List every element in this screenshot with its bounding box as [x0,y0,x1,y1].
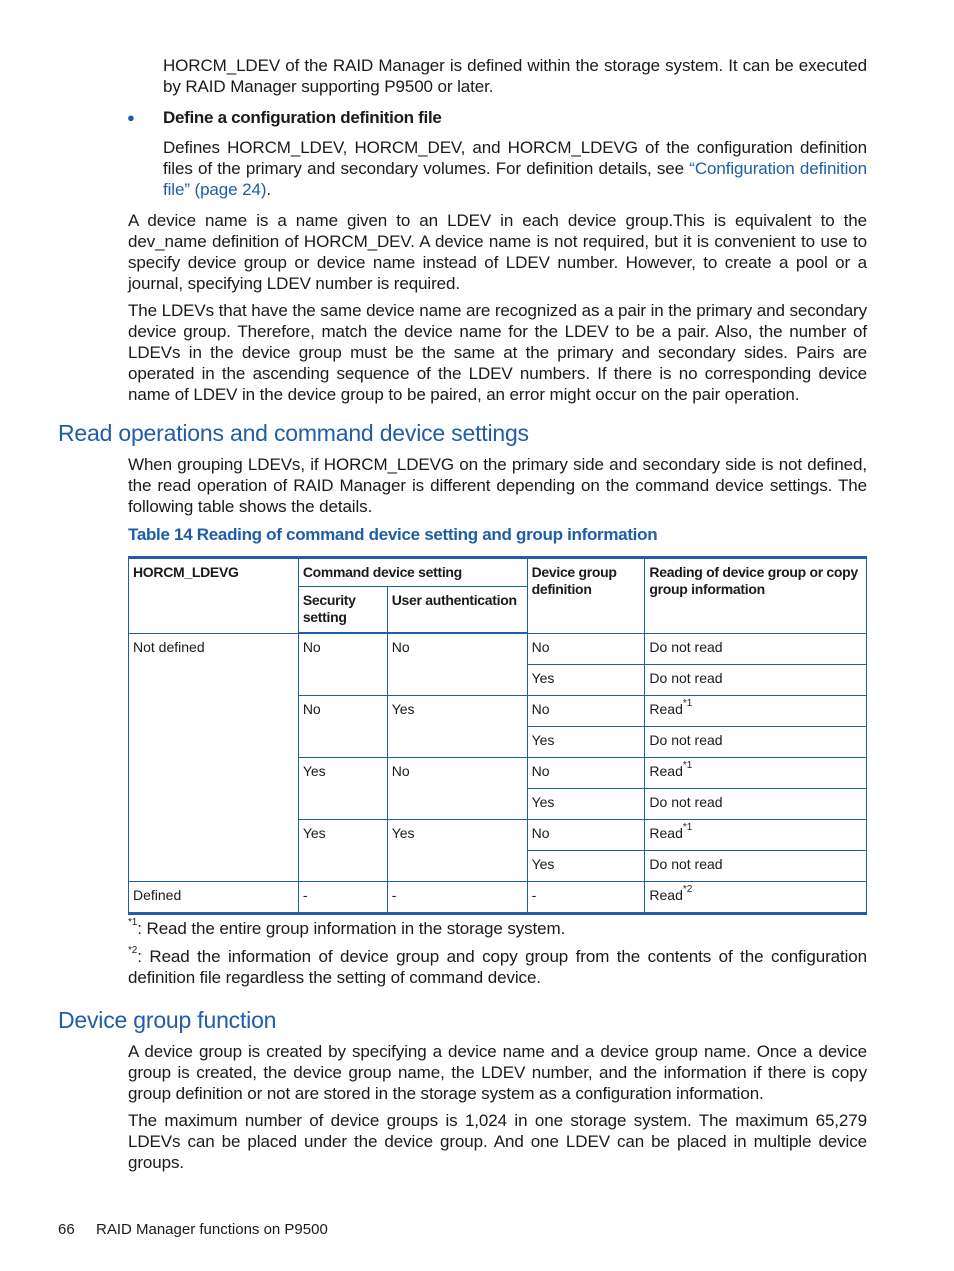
intro-paragraph-2 [163,137,867,200]
table-row [129,633,867,664]
header-user-authentication: User authentication [387,587,527,634]
cell-reading [645,695,867,726]
cell-user-auth: No [387,633,527,695]
footnote-text: : Read the information of device group and copy group from the contents of the configuration definition file regardless the setting of command device. [128,947,867,987]
table-row [129,881,867,913]
cell-user-auth: - [387,881,527,913]
section-heading-read-operations: Read operations and command device settings [58,420,529,446]
header-device-group-definition: Device group definition [527,558,645,634]
header-horcm-ldevg: HORCM_LDEVG [129,558,299,634]
bullet-title: Define a configuration definition file [163,108,442,127]
config-definition-link[interactable]: “Configuration definition file” (page 24) [163,159,867,199]
cell-user-auth: Yes [387,819,527,881]
cell-reading [645,881,867,913]
cell-definition: No [527,757,645,788]
page-number: 66 [58,1221,75,1238]
cell-reading-text: Read [649,886,683,903]
cell-ldevg-defined: Defined [129,881,299,913]
bullet-icon: ● [127,110,135,125]
section-heading-device-group: Device group function [58,1007,277,1033]
intro-paragraph-2-end: . [266,180,272,199]
intro-paragraph-3: A device name is a name given to an LDEV in each device group.This is equivalent to the dev_name definition of HORCM_DEV. A device name is not required, but it is convenient to use to specify device group or device name instead of LDEV number. However, to create a pool or a journal, specifying LDEV number is required. [128,211,867,293]
cell-definition: Yes [527,664,645,695]
cell-reading-text: Do not read [649,793,723,810]
cell-reading [645,664,867,695]
cell-reading [645,788,867,819]
footnote-ref: *2 [682,883,693,895]
footnote-ref: *1 [682,759,693,771]
command-device-table [128,556,867,915]
cell-reading-text: Read [649,700,683,717]
cell-reading-text: Read [649,762,683,779]
cell-security: Yes [298,757,387,819]
cell-user-auth: Yes [387,695,527,757]
header-reading-information: Reading of device group or copy group information [645,558,867,634]
cell-security: No [298,695,387,757]
section1-paragraph: When grouping LDEVs, if HORCM_LDEVG on the primary side and secondary side is not defined, the read operation of RAID Manager is different depending on the command device settings. The following table shows the details. [128,455,867,516]
footnote-ref: *1 [682,697,693,709]
cell-reading [645,726,867,757]
section2-paragraph-2: The maximum number of device groups is 1,024 in one storage system. The maximum 65,279 LDEVs can be placed under the device group. And one LDEV can be placed in multiple device groups. [128,1111,867,1172]
cell-reading [645,819,867,850]
cell-security: Yes [298,819,387,881]
footnote-2 [128,946,867,988]
cell-definition: No [527,819,645,850]
cell-ldevg-not-defined: Not defined [129,633,299,881]
footer-title: RAID Manager functions on P9500 [96,1221,328,1238]
cell-reading [645,757,867,788]
cell-definition: No [527,695,645,726]
cell-definition: Yes [527,726,645,757]
table-caption: Table 14 Reading of command device setting and group information [128,525,658,544]
cell-security: - [298,881,387,913]
intro-paragraph-4: The LDEVs that have the same device name are recognized as a pair in the primary and secondary device group. Therefore, match the device name for the LDEV to be a pair. Also, the number of LDEVs in the device group must be the same at the primary and secondary sides. Pairs are operated in the ascending sequence of the LDEV numbers. If there is no corresponding device name of LDEV in the device group to be paired, an error might occur on the pair operation. [128,301,868,404]
cell-definition: Yes [527,788,645,819]
intro-paragraph-2-text: Defines HORCM_LDEV, HORCM_DEV, and HORCM_LDEVG of the configuration definition files of the primary and secondary volumes. For definition details, see [163,138,867,178]
header-command-device-setting: Command device setting [298,558,527,587]
cell-definition: - [527,881,645,913]
cell-reading [645,633,867,664]
footnote-mark: *1 [128,917,138,929]
section2-paragraph-1: A device group is created by specifying a device name and a device group name. Once a device group is created, the device group name, the LDEV number, and the information if there is copy group definition or not are stored in the storage system as a configuration information. [128,1042,867,1103]
cell-reading-text: Do not read [649,638,723,655]
cell-definition: Yes [527,850,645,881]
intro-paragraph-1: HORCM_LDEV of the RAID Manager is defined within the storage system. It can be executed by RAID Manager supporting P9500 or later. [163,56,867,96]
footnote-ref: *1 [682,821,693,833]
cell-reading-text: Do not read [649,855,723,872]
cell-reading [645,850,867,881]
cell-definition: No [527,633,645,664]
cell-reading-text: Do not read [649,669,723,686]
cell-reading-text: Read [649,824,683,841]
header-security-setting: Security setting [298,587,387,634]
cell-reading-text: Do not read [649,731,723,748]
footnote-mark: *2 [128,945,138,957]
footnote-text: : Read the entire group information in the storage system. [137,919,566,938]
cell-user-auth: No [387,757,527,819]
footnote-1 [128,918,867,939]
cell-security: No [298,633,387,695]
